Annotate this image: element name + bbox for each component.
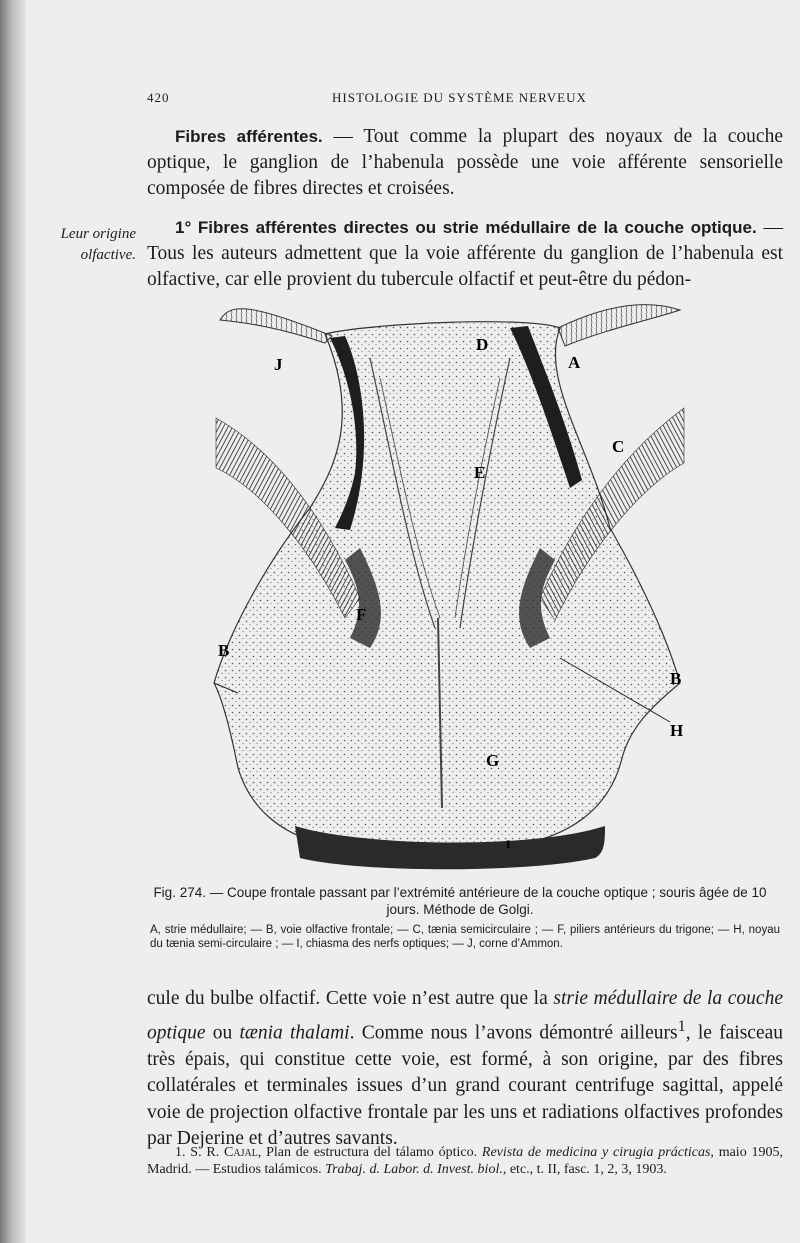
margin-note bbox=[26, 224, 136, 266]
paragraph-lead: 1° Fibres afférentes directes ou strie médullaire de la couche optique. bbox=[175, 218, 757, 237]
footnote-author: Cajal bbox=[224, 1145, 258, 1160]
figure-label-j: J bbox=[274, 355, 283, 374]
figure-label-b-left: B bbox=[218, 641, 230, 660]
text-run: . Comme nous l’avons démontré ailleurs bbox=[349, 1022, 678, 1043]
brain-section-illustration bbox=[210, 298, 690, 876]
italic-title: Revista de medicina y cirugia prácticas bbox=[481, 1145, 711, 1160]
text-run: , le faisceau très épais, qui constitue cette voie, est formé, à son origine, par des fibres collatérales et terminales issues d’un grand courant centrifuge sagittal, appelé voie de projection olfactive frontale par les uns et radiations olfactives profondes par Dejerine et d’autres savants. bbox=[147, 1022, 784, 1149]
italic-term: strie médullaire de la couche optique bbox=[147, 988, 783, 1043]
figure-label-d: D bbox=[476, 335, 489, 354]
page-number: 420 bbox=[147, 90, 170, 105]
footnote-number: 1. S. R. bbox=[175, 1145, 225, 1160]
italic-term: tænia thalami bbox=[239, 1022, 350, 1043]
text-run: , Plan de estructura del tálamo óptico. bbox=[257, 1145, 482, 1160]
text-run: , etc., t. II, fasc. 1, 2, 3, 1903. bbox=[502, 1162, 667, 1177]
paragraph-text: — Tout comme la plupart des noyaux de la couche optique, le ganglion de l’habenula possède une voie afférente sensorielle composée de fibres directes et croisées. bbox=[147, 126, 783, 199]
figure-label-i: I bbox=[506, 837, 511, 851]
figure-label-g: G bbox=[486, 751, 500, 770]
figure-label-h: H bbox=[670, 721, 684, 740]
text-run: , maio 1905, Madrid. — Estudios talámicos. bbox=[147, 1145, 783, 1177]
figure-label-b-right: B bbox=[670, 669, 682, 688]
figure-label-f: F bbox=[356, 605, 367, 624]
paragraph-lead: Fibres afférentes. bbox=[175, 127, 323, 146]
margin-note-line: Leur origine bbox=[60, 226, 136, 242]
footnote-marker: 1 bbox=[677, 1016, 686, 1035]
figure-274 bbox=[210, 298, 690, 876]
text-run: cule du bulbe olfactif. Cette voie n’est autre que la bbox=[147, 988, 554, 1009]
figure-label-a: A bbox=[568, 353, 581, 372]
paragraph-strie-medullaire bbox=[147, 215, 783, 293]
running-title: HISTOLOGIE DU SYSTÈME NERVEUX bbox=[332, 90, 587, 105]
paragraph-fibres-afferentes bbox=[147, 124, 783, 202]
figure-legend: A, strie médullaire; — B, voie olfactive frontale; — C, tænia semicirculaire ; — F, piliers antérieurs du trigone; — H, noyau du tænia semi-circulaire ; — I, chiasma des nerfs optiques; — J, corne d’Ammon. bbox=[150, 924, 780, 950]
figure-caption: Fig. 274. — Coupe frontale passant par l’extrémité antérieure de la couche optique ; souris âgée de 10 jours. Méthode de Golgi. bbox=[153, 885, 767, 917]
margin-note-line: olfactive. bbox=[80, 247, 136, 263]
paragraph-text: — Tous les auteurs admettent que la voie afférente du ganglion de l’habenula est olfactive, car elle provient du tubercule olfactif et peut-être du pédon- bbox=[147, 217, 783, 290]
footnote bbox=[147, 1144, 783, 1178]
book-spine-shadow bbox=[0, 0, 26, 1243]
figure-label-e: E bbox=[474, 463, 486, 482]
text-run: ou bbox=[205, 1022, 240, 1043]
running-header bbox=[147, 90, 783, 110]
italic-title: Trabaj. d. Labor. d. Invest. biol. bbox=[325, 1162, 503, 1177]
paragraph-continuation bbox=[147, 986, 783, 1153]
figure-label-c: C bbox=[612, 437, 625, 456]
